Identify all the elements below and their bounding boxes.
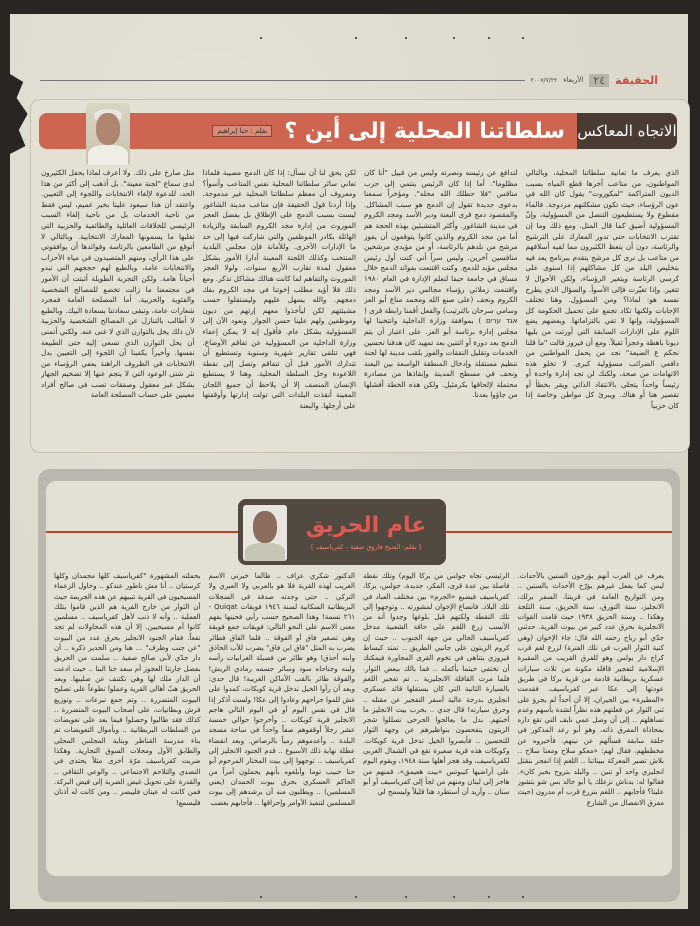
- registration-mark: [453, 37, 455, 39]
- author-shirt: [245, 543, 285, 561]
- newspaper-name: الحقيقة: [615, 73, 658, 87]
- issue-date: ٢٠٠٧/٧/٢٢: [530, 76, 558, 84]
- feature-banner: [238, 499, 446, 565]
- feature-banner-text: [292, 503, 440, 561]
- feature-columns: [54, 571, 664, 867]
- author-face: [253, 511, 277, 543]
- feature-column: الدكتور شكري عراف .. طالما خبرني الاسم الغريب لهذه القرية فلا هو بالعربي ولا العبري ولا التركي .. حتى وجدته صدفة في السجلات البريطانية السكانية لسنة ١٩٤٦ فويقات Quiqat - ٢٦١ نسمة! وهذا الصحيح حسب رأيي فحينها يفهم معنى الاسم على النحو التالي: فويقات جمع فويقة وهي تصغير فاق أو الفوقة .. فلما الفاق فطائر يضرب به المثل "فاق ابن فاق" يضرب للأب الحاذق وابنه أحذق! وهو طائر من فصيلة الغرابيات رأسه ولبته وجناحاه سود وسائر جسمه رمادي الريش! والفوقة طائر بالقب الأماكن الغريبة! قال جدي: وبعد أن رأوا الخيل تدخل قرية كويكات، كمدوا على غش للموا جراحهم وعادوا إلى عكا! ولست أذكر إذا قال في نفس اليوم أو في اليوم التالي هاجم الانجليز قرية كويكات .. وأخرجوا حوالي خمسة عشر رجلاً أوقفوهم صفاً واحداً في ساحة مسجد البلدة .. وأعدموهم رمياً بالرصاص. وبعد انقضاء عطلة نهاية ذلك الأسبوع .. قدم الجنود الانجليز إلى كفرياسيف .. توجهوا إلى بيت المختار المرحوم أبو حنا حبيب توما وأبلغوه بأنهم يحملون أمراً من الحاكم العسكري بحرق بيوت الحمدان (يعني المسلمين) .. ويطلبون منه أن يرشدهم إلى بيوت المسلمين لتنفيذ الأوامر وإحراقها .. فأجابهم بغضب: [208, 572, 355, 807]
- article-column: مثل صارخ على ذلك. ولا أعرف لماذا يحفل الكثيرون لدى سماع "لجنة معينة". بل أذهب إلى أكثر من هذا الحد، للدعوة لإلغاء الانتخابات واللجوء إلى التعيين. واعتقد أن هذا سيعود علينا بخير عميم، ليس فقط من ناحية الخدمات بل من ناحية إلغاء السبب الرئيسي للخلافات العائلية والطائفية والحزبية التي تغلبها ما يسمونها المعارك الانتخابية. وبالتالي لا أتوقع من الطامعين بالرئاسة وفوائدها أن يوافقوني على هذا الرأي، ومنهم المتصيدون في مياه الأحزاب والانتخابات عامة، وبالطبع لهم حججهم التي تبدو أحياناً هامة. ولكن التجربة الطويلة أثبتت أن الأمور في مجتمعنا ما زالت تخضع للمصالح الشخصية والفئوية والحزبية. أما المصلحة العامة فمجرد شعارات عامة، وتبقى سعادتنا بسعادة البيك. وبالطبع لا أطالب بالتنازل عن المصالح الشخصية والحزبية لأن ذلك يخل بالتوازن الذي لا غنى عنه. ولكني أتمنى أن يحل التوازن الذي تسعى إليه حتى الطبيعة نفسها. وأخيراً يكفينا أن اللجوء إلى التعيين بدل الانتخابات في الظروف الراهنة يعفي الرؤساء من نثر شتى الوعود التي لا ينجم عنها إلا تضخيم الجهاز بشكل غير معقول وصفقات تصب في صالح أفراد معينين على حساب المصلحة العامة: [41, 168, 195, 400]
- feature-column: الرئيسي تجاه جولس من بركا اليوم) وتلك نقطة فاصلة بين عدة قرى، المكر، جديدة، جولس، بركا، كفرياسيف فيضيع «الجرم» بين مختلف العباد في تلك البلاد. فانصاع الإخوان لمشورته .. وتوجهوا إلى تلك النقطة ولكنهم قبل بلوغها وجدوا أنه من الأنسب زرع اللغم على حافة الشعبية مدخل كفرياسيف الحالي من جهة الجنوب .. حيث إن كروم الزيتون على جانبي الطريق .. تمتد كبساط فيروزي يتناهى في تخوم القرى المجاورة فيمكنك أن تختفي حيثما بأكمله .. فما بالك ببعض الثوار. فلما مرت القافلة الانجليزية .. تم تفجير اللغم بالسيارة الثانية التي كان يستقلها قائد عسكري انجليزي بدرجة عالية أسفر التفجير عن مقتله .. وحرق سيارته! قال جدي .. بخرب بيت الانجليز ما أخبثهم. بدل ما يعالجوا الجرحى تسللوا شجر الزيتون يتفحصون بنواظيرهم عن وجهة الثوار للتحسين .. فأبصروا الخيل تدخل قرية كويكات. وكويكات هذه قرية صغيرة تقع في الشمال الغربي لكفرياسيف، وقد هجر أهلها سنة ١٩٤٨، ويقوم اليوم على أراضيها كيبوتس «بيت هعيمق»، فمنهم من هاجر إلى لبنان ومنهم من لجأ إلى كفرياسيف أو أبو سنان .. وأريد أن أستطرد هنا قليلاً وليسمح لي: [363, 572, 510, 797]
- page-number: ٢٤: [589, 74, 609, 87]
- registration-mark: [260, 896, 262, 898]
- registration-mark: [488, 37, 490, 39]
- article-title: سلطاتنا المحلية إلى أين ؟: [284, 118, 565, 144]
- article-byline: بقلم : حنا إبراهيم: [212, 125, 272, 137]
- feature-column: يعرف عن العرب أنهم يؤرخون السنين بالأحداث. ليس كما يفعل غيرهم يؤرّخ الأحداث بالسنين .. ومن التواريخ العامة في قريتنا، السفر برلك، الانجليز، سنة التورق، سنة الحريق، سنة الثلجة وهكذا .. وسنة الحريق ١٩٣٨ حيث قامت القوات الانجليزية بحرق عدد كبير من بيوت القرية. حدثني جدّي أبو رياح رحمه الله قال: جاء الإخوان (وهي كنية الثوار العرب في تلك الفترة) لزرع لغم قرب كراج دار بولس وهو للفرق القريب من المقبرة الإسلامية لتفجير قافلة مكونة من ثلاث سيارات عسكرية بريطانية قادمة من قرية بركا في طريق عودتها إلى عكا عبر كفرياسيف. فقدمت «المطيرة» بين الجيران، إلا أن أحداً لم يجرؤ على ثني الثوار عن فعلتهم هذه نظراً لشدة بأسهم وعدم تساهلهم .. إلى أن وصل عمي نايف التي تقع داره بمحاذاة المفرق ذاته، وهو أبو رعد المذكور في حلقة سابقة فسألهم عن نيتهم. فأخبروه عن مخططهم، فقال لهم: «معكو سلاح ومعنا سلاح .. بلاش تصير المعركة ببيناتنا .. اللغم إذا انفجر بنقتل انجليزي واحد أو تنين .. والبلد بتروح بخبر كان». فقالوا له: بدناش نزعلك يا أبو خالد بس شو بتشور علينا؟ فأجابهم .. اللغم بنزرع قرب أم مدرون (حيث مفرق الانفصال من الشارع: [517, 572, 664, 807]
- article-column: لكن يحق لنا أن نسأل: إذا كان الدمج مصيبة فلماذا تعاني سائر سلطاتنا المحلية نفس المتاعب وأسوأ؟ ومعروف أن معظم سلطاتنا المحلية غير مدموجة. وإذا أردنا قول الحقيقة فإن متاعب مدينة الشاغور ليست بسبب الدمج على الإطلاق بل بفضل العجز الموروث من إدارة مجد الكروم السابقة والزيادة الهائلة بكادر الموظفين والتي شاركت فيها إلى حد ما الإدارات الأخرى. وللأمانة فإن مجلس البلدية المنتخب وكذلك اللجنة المعينة أدارا الأمور بشكل معقول لمدة تقارب الأربع سنوات. ولولا العجز الموروث والتفاهم لما كانت هنالك مشاكل تذكر. ومع ذلك فلا أؤيد مطلب إخوتنا في مجد الكروم بفك دمجهم. والله يسهل عليهم وليستقلوا حسب مشيئتهم لكن ليأخذوا معهم إرثهم من ديون وموظفين ولهم علينا حسن الجوار. ونعود الآن إلى المسؤولية بشكل عام. فأقول إنه لا يمكن إعفاء وزارة الداخلية من المسؤولية عن تفاقم الأوضاع. فهي تتلقى تقارير شهرية وسنوية وتستطيع أن تتدارك الأمور قبل أن تتفاقم وتصل إلى نقطة اللاعودة وحل السلطة المحلية. وهنا لا يستطيع الإنسان المنصف إلا أن يلاحظ أن جميع اللجان المعينة أنقذت البلدات التي تولت إدارتها وأوقفتها على أرجلها. والبعنة: [202, 168, 356, 411]
- registration-mark: [488, 896, 490, 898]
- article-feature: [38, 469, 680, 902]
- registration-mark: [522, 37, 524, 39]
- registration-mark: [260, 37, 262, 39]
- registration-mark: [355, 896, 357, 898]
- torn-edge: [10, 74, 32, 154]
- registration-mark: [405, 37, 407, 39]
- masthead-rule: [40, 80, 525, 81]
- article-column: الذي يعرف ما تعانيه سلطاتنا المحلية، وبالتالي المواطنون، من متاعب آخرها قطع المياه بسبب الديون المتراكمة "لمكوروت" يقول كان الله في عون الرؤساء، حيث تكون مشكلتهم مزدوجة. فالماء مقطوع ولا يستطيعون التنصل من المسؤولية، وإنّ المسؤولية أضيق كما قال المثل. ومع ذلك وما إن تقترب الانتخابات حتى تدور المعارك على الترشيح والرئاسة، دون أن يتعظ الكثيرون مما لقيه أسلافهم من متاعب بل نرى كل مرشح يتقدم ببرنامج يعد فيه بتخليص البلد من كل مشاكلهم إذا استوى على كرسي الرئاسة ويتغير الرؤساء، ولكن الأحوال لا تتغير. وإذا تغيّرت فإلى الأسوأ. والسؤال الذي يطرح نفسه هو: لماذا؟ ومن المسؤول. وهنا تختلف الإجابات ولكنها تكاد تجمع على تحميل الحكومة كل المسؤولية، وإنها لا تفي بالتزاماتها. وبعضهم يضع اللوم على الإدارات السابقة التي أورثت من يليها ديونا باهظة وعجزاً ثقيلاً. ومع أن فيروز قالت "ما قلنا نحكم ع الضيعة" نجد من يحمل المواطنين من دافعي الضرائب مسؤولية كبرى. لا تخلو هذه الاتهامات من صحة، ولكنك لن تجد إدارة واحدة أو رئيساً واحداً يتحلى بالانتقاد الذاتي ويقر بخطأ أو تقصير هنا أو هناك. ويبرئ كل مواطن وخاصة إذا كان حزبياً: [525, 168, 679, 411]
- registration-mark: [453, 896, 455, 898]
- author-shirt: [88, 145, 128, 165]
- feature-title: عام الحريق: [305, 512, 427, 538]
- author-photo: [86, 103, 130, 165]
- feature-column: بحملته المشهورة "كفرياسيف كلها محمدان وكلها كرستيان .. أنا مش ناطور عندكو .. وحاول الزعماء المسيحيون في القرية تنبيهم عن هذه الجريمة حيث أن الثوار من خارج القرية هم الذين قاموا بتلك العملية .. وأنه لا ذنب لأهل كفرياسيف .. مسلمين كانوا أم مسيحيين. إلا أن هذه المحاولات لم تجد نفعاً. فقام الجنود الانجليز بحرق عدد من البيوت "عن جنب وطرف" ... هنا ومن الجدير ذكره .. أن دار جدّي لأبي صالح صفية .. سلمت من الحريق بفضل جارتنا العجوز أم سعد حنا البنا .. حيث ادعت أن الدار ملك لها وهي تكتنف عن صليبها. وبعد الحريق هبّ أهالي القرية وعملوا تطوعاً على تصليح البيوت المتضررة .. وتم جمع تبرعات .. وتوزيع فرش وبطانيات، على أصحاب البيوت المتضررة .. كذلك فقد طالبوا وحصلوا فيما بعد على تعويضات من السلطات البريطانية .. وبأموال التعويضات تم بناء مدرسة القناطر وبناية المجلس المحلي والطابق الأول ومحلات السوق التجارية. وهكذا ضربت كفرياسيف مرّة أخرى مثلاً يحتذى في التصدي والتلاحم الاجتماعي .. والوعي الثقافي .. والقدرة على تحويل غيض الضربة إلى فيض البركة. فمن كانت له عينان فليبصر .. ومن كانت له أذنان فليسمع!: [54, 572, 201, 807]
- column-section-label: الاتجاه المعاكس: [577, 113, 677, 149]
- feature-byline: [ بقلم: الشيخ فاروق صفية - كفرياسيف ]: [311, 542, 421, 551]
- registration-mark: [355, 37, 357, 39]
- newspaper-page: [10, 14, 688, 909]
- article-banner: [39, 113, 677, 149]
- author-photo: [243, 505, 287, 561]
- author-face: [96, 113, 120, 145]
- masthead: [40, 70, 658, 90]
- article-feature-body: [46, 481, 672, 876]
- article-opinion: [30, 99, 690, 453]
- article-body: [41, 168, 679, 446]
- issue-day: الأربعاء: [563, 76, 584, 84]
- registration-mark: [522, 896, 524, 898]
- article-column: لتدافع عن رئيسه ونصرته وليس من قبيل "أنا كان مظلوما". أما إذا كان الرئيس ينتمي إلى حزب منافس "فلا حطلك الله محله". ومؤخراً سمعنا بدعوى جديدة تقول إن الدمج هو سبب المشاكل. والمقصود دمج قرى البعنة ودير الأسد ومجد الكروم في مدينة الشاغور. وأكثر المتشبثين بهذه الحجة هم أما من مجد الكروم والذين كانوا يتوقعون أن يفوز مرشح من بلدهم بالرئاسة، أو من مؤيدي مرشحين منافسين آخرين. وليس سراً أني كنت أول رئيس مجلس مؤيد للدمج. وكنت اقتنعت بفوائد الدمج خلال مساق في جامعة حيفا لتعلم الإدارة في العام ١٩٨٠ واقتنعت زملائي رؤساء مجالس دير الأسد ومجد الكروم ونحف (على صنع الله ومحمد مناع أبو العز وسامي سرحان بالترتيب) والفعل أقمنا رابطة قرى ( אגד ערים ) بموافقة وزارة الداخلية وانتخبنا لها مجلس إدارة برئاسة أبو العز. على اعتبار أن يتم الدمج بعد دورة أو اثنتين بعد تمهيد كان هدفنا تحسين الخدمات وتقليل النفقات والفوز بلقب مدينة لها لجنة تنظيم مستقلة وإدخال المنطقة الواسعة بين البعنة ونحف في مسطح المدينة وإنقاذها من مصادرة محتملة لإلحاقها بكرمئيل. ولكن هذه الخطة أفشلها من جاؤوا بعدنا.: [364, 168, 518, 400]
- registration-mark: [405, 896, 407, 898]
